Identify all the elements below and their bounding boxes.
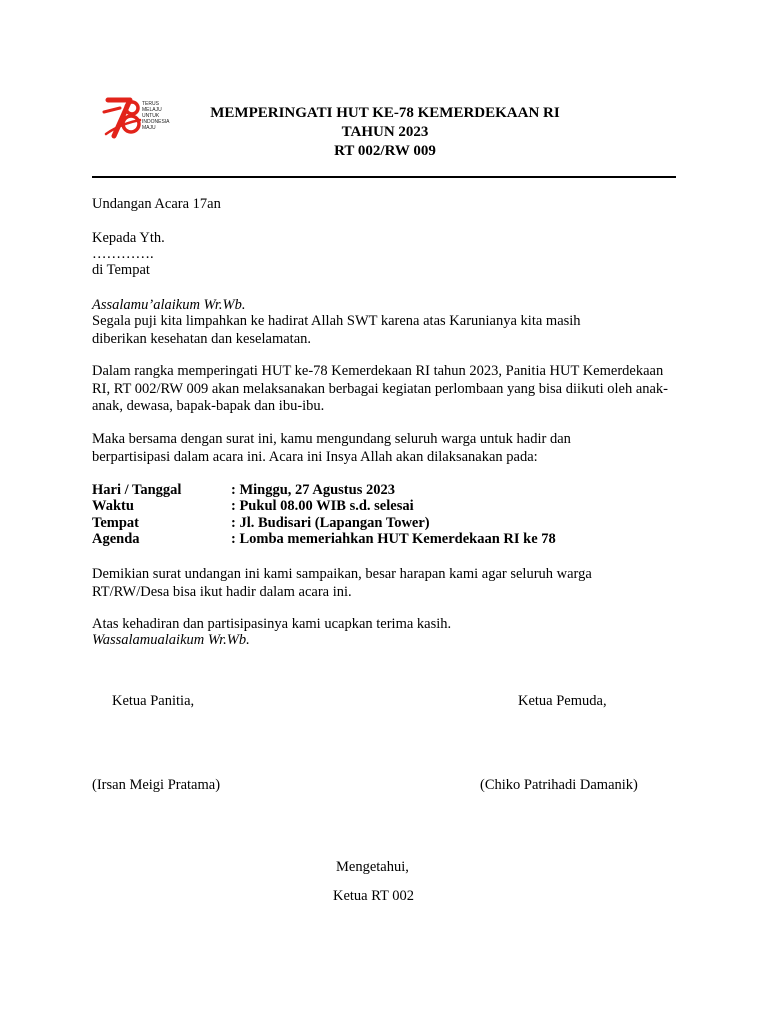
paragraph-event-intro: Dalam rangka memperingati HUT ke-78 Kemerdekaan RI tahun 2023, Panitia HUT Kemerdekaan RI, RT 002/RW 009 akan melaksanakan berbagai kegiatan perlombaan yang bisa diikuti oleh anak-anak, dewasa, bapak-bapak dan ibu-ibu.	[92, 363, 669, 414]
logo-text-1: TERUS	[142, 101, 159, 107]
detail-label-place: Tempat	[92, 515, 139, 531]
signature-right-name: (Chiko Patrihadi Damanik)	[480, 777, 638, 793]
recipient-to: Kepada Yth.	[92, 230, 165, 246]
paragraph-closing: Demikian surat undangan ini kami sampaikan, besar harapan kami agar seluruh warga RT/RW/Desa bisa ikut hadir dalam acara ini.	[92, 566, 592, 600]
acknowledge-label: Mengetahui,	[336, 859, 409, 875]
signature-right-title: Ketua Pemuda,	[518, 693, 607, 709]
paragraph-opening: Segala puji kita limpahkan ke hadirat Allah SWT karena atas Karunianya kita masih diberikan kesehatan dan keselamatan.	[92, 313, 581, 347]
farewell-line: Wassalamualaikum Wr.Wb.	[92, 632, 250, 648]
thanks-line: Atas kehadiran dan partisipasinya kami ucapkan terima kasih.	[92, 616, 452, 632]
detail-label-agenda: Agenda	[92, 531, 140, 547]
detail-value-date: : Minggu, 27 Agustus 2023	[231, 482, 395, 498]
detail-value-agenda: : Lomba memeriahkan HUT Kemerdekaan RI ke 78	[231, 531, 556, 547]
recipient-dots: ………….	[92, 246, 154, 262]
header-title: MEMPERINGATI HUT KE-78 KEMERDEKAAN RI	[210, 105, 560, 121]
logo-text-4: INDONESIA	[142, 119, 170, 125]
logo-text-5: MAJU	[142, 125, 156, 131]
recipient-place: di Tempat	[92, 262, 150, 278]
signature-bottom-title: Ketua RT 002	[333, 888, 415, 904]
detail-value-place: : Jl. Budisari (Lapangan Tower)	[231, 515, 430, 531]
signature-left-title: Ketua Panitia,	[112, 693, 195, 709]
signature-left-name: (Irsan Meigi Pratama)	[92, 777, 221, 793]
detail-label-date: Hari / Tanggal	[92, 482, 182, 498]
header-rt-rw: RT 002/RW 009	[334, 143, 436, 159]
header-divider	[92, 176, 676, 178]
logo-text-2: MELAJU	[142, 107, 162, 113]
detail-value-time: : Pukul 08.00 WIB s.d. selesai	[231, 498, 414, 514]
detail-label-time: Waktu	[92, 498, 134, 514]
letter-subject: Undangan Acara 17an	[92, 196, 221, 212]
greeting: Assalamu’alaikum Wr.Wb.	[92, 297, 246, 313]
paragraph-invitation: Maka bersama dengan surat ini, kamu mengundang seluruh warga untuk hadir dan berpartisipasi dalam acara ini. Acara ini Insya Allah akan dilaksanakan pada:	[92, 431, 571, 465]
header-year: TAHUN 2023	[341, 124, 429, 140]
logo-78-mark-icon	[100, 94, 144, 146]
logo-text-3: UNTUK	[142, 113, 160, 119]
